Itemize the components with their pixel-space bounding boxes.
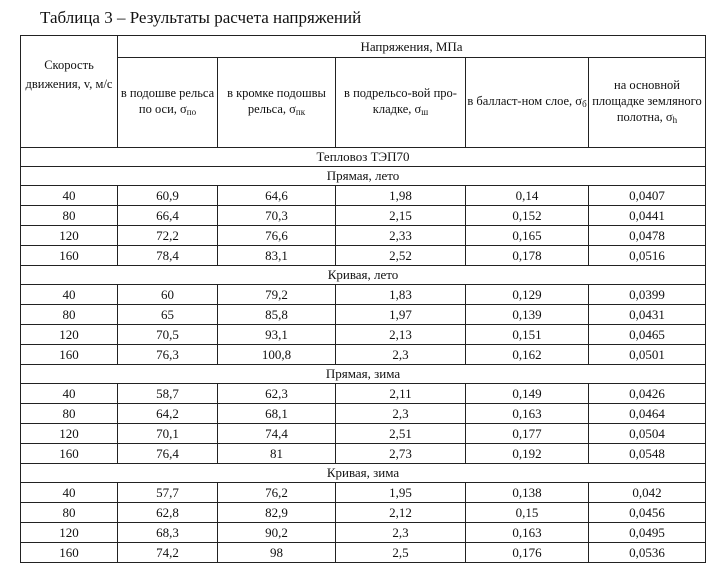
stress-cell: 98 bbox=[218, 543, 336, 563]
header-speed: Скорость движения, v, м/с bbox=[21, 36, 118, 148]
speed-cell: 160 bbox=[21, 543, 118, 563]
header-col-ballast: в балласт-ном слое, $\sigma_б$ bbox=[466, 58, 589, 148]
stress-cell: 2,51 bbox=[336, 424, 466, 444]
speed-cell: 160 bbox=[21, 345, 118, 365]
table-row bbox=[21, 384, 706, 404]
speed-cell: 80 bbox=[21, 206, 118, 226]
speed-cell: 120 bbox=[21, 226, 118, 246]
table-row bbox=[21, 444, 706, 464]
table-caption: Таблица 3 – Результаты расчета напряжений bbox=[40, 8, 362, 27]
speed-cell: 40 bbox=[21, 483, 118, 503]
table-row bbox=[21, 325, 706, 345]
stress-cell: 70,5 bbox=[118, 325, 218, 345]
stress-cell: 0,178 bbox=[466, 246, 589, 266]
header-col-subgrade: на основной площадке земляного полотна, $\sigma_h$ bbox=[589, 58, 706, 148]
stress-cell: 2,52 bbox=[336, 246, 466, 266]
stress-cell: 1,83 bbox=[336, 285, 466, 305]
stress-cell: 74,2 bbox=[118, 543, 218, 563]
stress-cell: 0,0504 bbox=[589, 424, 706, 444]
stress-cell: 64,2 bbox=[118, 404, 218, 424]
stress-cell: 0,0465 bbox=[589, 325, 706, 345]
header-col-rail-pad: в подрельсо-вой про-кладке, $\sigma_ш$ bbox=[336, 58, 466, 148]
table-row bbox=[21, 226, 706, 246]
stress-cell: 0,0431 bbox=[589, 305, 706, 325]
stress-cell: 76,3 bbox=[118, 345, 218, 365]
table-body bbox=[21, 36, 706, 563]
stress-results-table bbox=[20, 35, 706, 563]
stress-cell: 2,15 bbox=[336, 206, 466, 226]
stress-cell: 0,0399 bbox=[589, 285, 706, 305]
speed-cell: 40 bbox=[21, 186, 118, 206]
stress-cell: 81 bbox=[218, 444, 336, 464]
header-row-top bbox=[21, 36, 706, 58]
stress-cell: 78,4 bbox=[118, 246, 218, 266]
table-row bbox=[21, 186, 706, 206]
locomotive-row bbox=[21, 148, 706, 167]
speed-cell: 120 bbox=[21, 424, 118, 444]
stress-cell: 58,7 bbox=[118, 384, 218, 404]
table-row bbox=[21, 424, 706, 444]
stress-cell: 2,5 bbox=[336, 543, 466, 563]
locomotive-label: Тепловоз ТЭП70 bbox=[21, 148, 706, 167]
stress-cell: 72,2 bbox=[118, 226, 218, 246]
stress-cell: 76,4 bbox=[118, 444, 218, 464]
stress-cell: 0,0536 bbox=[589, 543, 706, 563]
stress-cell: 1,98 bbox=[336, 186, 466, 206]
stress-cell: 70,1 bbox=[118, 424, 218, 444]
stress-cell: 66,4 bbox=[118, 206, 218, 226]
stress-cell: 1,97 bbox=[336, 305, 466, 325]
stress-cell: 0,0407 bbox=[589, 186, 706, 206]
stress-cell: 0,176 bbox=[466, 543, 589, 563]
stress-cell: 0,0456 bbox=[589, 503, 706, 523]
speed-cell: 80 bbox=[21, 404, 118, 424]
stress-cell: 0,163 bbox=[466, 523, 589, 543]
speed-cell: 160 bbox=[21, 246, 118, 266]
stress-cell: 0,138 bbox=[466, 483, 589, 503]
stress-cell: 0,163 bbox=[466, 404, 589, 424]
stress-cell: 0,0464 bbox=[589, 404, 706, 424]
speed-cell: 160 bbox=[21, 444, 118, 464]
table-row bbox=[21, 285, 706, 305]
stress-cell: 60 bbox=[118, 285, 218, 305]
stress-cell: 0,192 bbox=[466, 444, 589, 464]
stress-cell: 0,152 bbox=[466, 206, 589, 226]
stress-cell: 83,1 bbox=[218, 246, 336, 266]
stress-cell: 2,3 bbox=[336, 404, 466, 424]
stress-cell: 0,0478 bbox=[589, 226, 706, 246]
stress-cell: 90,2 bbox=[218, 523, 336, 543]
stress-cell: 79,2 bbox=[218, 285, 336, 305]
header-col-rail-base-axis: в подошве рельса по оси, $\sigma_{по}$ bbox=[118, 58, 218, 148]
table-row bbox=[21, 305, 706, 325]
stress-cell: 0,042 bbox=[589, 483, 706, 503]
stress-cell: 2,13 bbox=[336, 325, 466, 345]
speed-cell: 80 bbox=[21, 503, 118, 523]
group-row bbox=[21, 464, 706, 483]
stress-cell: 74,4 bbox=[218, 424, 336, 444]
stress-cell: 2,73 bbox=[336, 444, 466, 464]
stress-cell: 85,8 bbox=[218, 305, 336, 325]
stress-cell: 0,129 bbox=[466, 285, 589, 305]
stress-cell: 2,12 bbox=[336, 503, 466, 523]
stress-cell: 93,1 bbox=[218, 325, 336, 345]
stress-cell: 0,165 bbox=[466, 226, 589, 246]
table-row bbox=[21, 483, 706, 503]
header-col-rail-base-edge: в кромке подошвы рельса, $\sigma_{пк}$ bbox=[218, 58, 336, 148]
header-row-columns bbox=[21, 58, 706, 148]
group-row bbox=[21, 266, 706, 285]
table-row bbox=[21, 246, 706, 266]
stress-cell: 2,11 bbox=[336, 384, 466, 404]
table-row bbox=[21, 543, 706, 563]
stress-cell: 0,14 bbox=[466, 186, 589, 206]
stress-cell: 64,6 bbox=[218, 186, 336, 206]
speed-cell: 120 bbox=[21, 523, 118, 543]
group-label: Кривая, зима bbox=[21, 464, 706, 483]
stress-cell: 0,0441 bbox=[589, 206, 706, 226]
stress-cell: 0,162 bbox=[466, 345, 589, 365]
speed-cell: 80 bbox=[21, 305, 118, 325]
stress-cell: 65 bbox=[118, 305, 218, 325]
group-label: Кривая, лето bbox=[21, 266, 706, 285]
header-stresses: Напряжения, МПа bbox=[118, 36, 706, 58]
stress-cell: 1,95 bbox=[336, 483, 466, 503]
speed-cell: 40 bbox=[21, 285, 118, 305]
group-label: Прямая, лето bbox=[21, 167, 706, 186]
stress-cell: 2,3 bbox=[336, 523, 466, 543]
group-row bbox=[21, 167, 706, 186]
stress-cell: 2,33 bbox=[336, 226, 466, 246]
group-row bbox=[21, 365, 706, 384]
stress-cell: 0,177 bbox=[466, 424, 589, 444]
stress-cell: 68,1 bbox=[218, 404, 336, 424]
stress-cell: 60,9 bbox=[118, 186, 218, 206]
stress-cell: 2,3 bbox=[336, 345, 466, 365]
speed-cell: 40 bbox=[21, 384, 118, 404]
stress-cell: 0,0495 bbox=[589, 523, 706, 543]
stress-cell: 76,2 bbox=[218, 483, 336, 503]
stress-cell: 76,6 bbox=[218, 226, 336, 246]
stress-cell: 0,151 bbox=[466, 325, 589, 345]
stress-cell: 57,7 bbox=[118, 483, 218, 503]
table-row bbox=[21, 503, 706, 523]
stress-cell: 62,8 bbox=[118, 503, 218, 523]
stress-cell: 0,0516 bbox=[589, 246, 706, 266]
stress-cell: 0,0426 bbox=[589, 384, 706, 404]
table-row bbox=[21, 206, 706, 226]
group-label: Прямая, зима bbox=[21, 365, 706, 384]
stress-cell: 68,3 bbox=[118, 523, 218, 543]
speed-cell: 120 bbox=[21, 325, 118, 345]
stress-cell: 0,15 bbox=[466, 503, 589, 523]
stress-cell: 0,0548 bbox=[589, 444, 706, 464]
stress-cell: 100,8 bbox=[218, 345, 336, 365]
stress-cell: 70,3 bbox=[218, 206, 336, 226]
stress-cell: 82,9 bbox=[218, 503, 336, 523]
table-row bbox=[21, 404, 706, 424]
stress-cell: 62,3 bbox=[218, 384, 336, 404]
stress-cell: 0,149 bbox=[466, 384, 589, 404]
stress-cell: 0,139 bbox=[466, 305, 589, 325]
stress-cell: 0,0501 bbox=[589, 345, 706, 365]
table-row bbox=[21, 345, 706, 365]
